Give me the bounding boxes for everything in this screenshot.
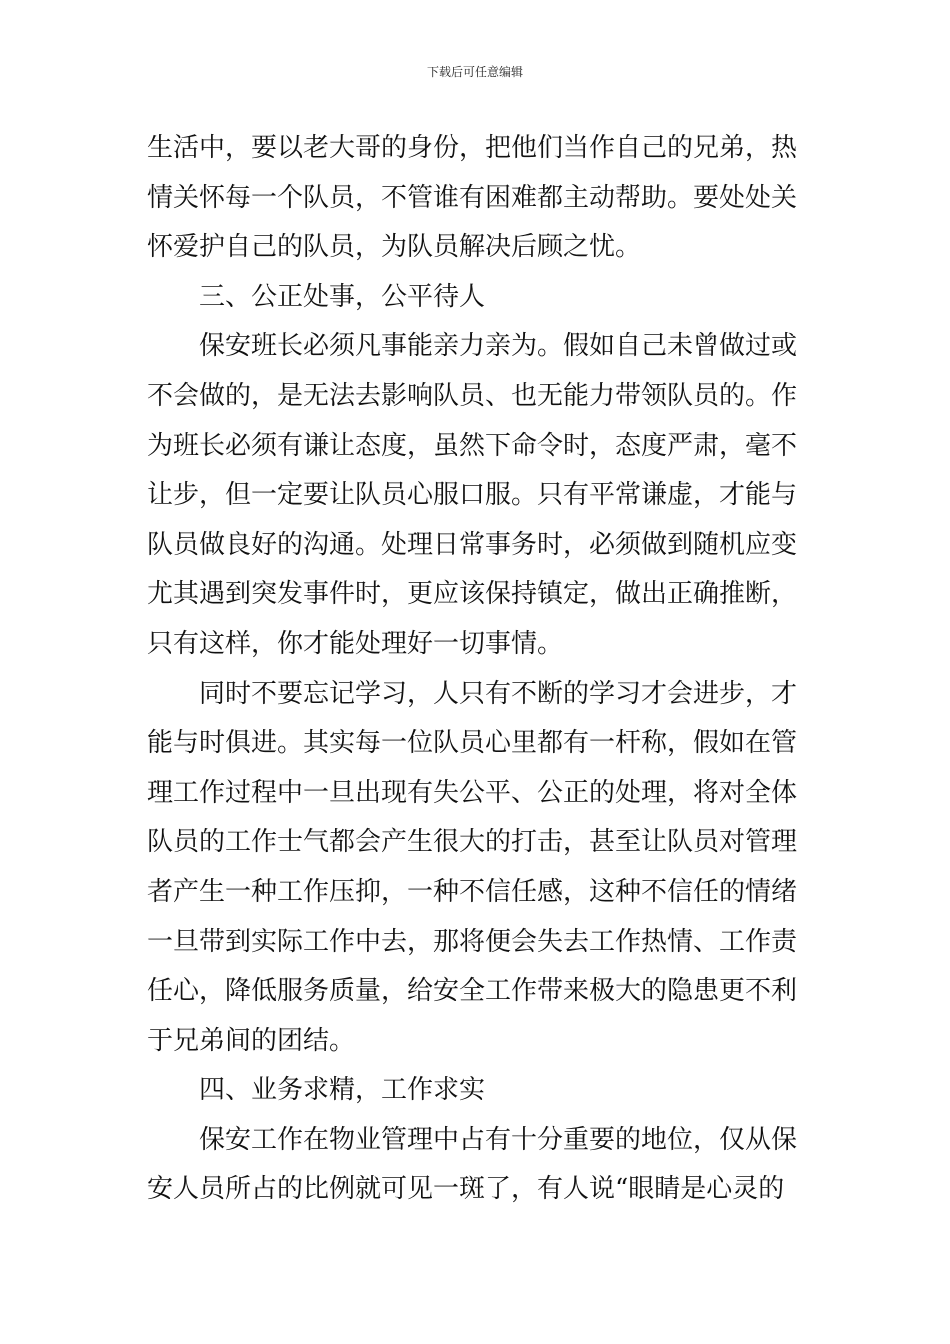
text-line: 任心，降低服务质量，给安全工作带来极大的隐患更不利 (147, 976, 798, 1007)
text-line: 理工作过程中一旦出现有失公平、公正的处理，将对全体 (147, 777, 798, 808)
text-line: 保安工作在物业管理中占有十分重要的地位，仅从保 (199, 1124, 798, 1155)
text-line: 只有这样，你才能处理好一切事情。 (147, 628, 564, 659)
text-line: 生活中，要以老大哥的身份，把他们当作自己的兄弟，热 (147, 133, 798, 163)
text-line: 情关怀每一个队员，不管谁有困难都主动帮助。要处处关 (147, 182, 798, 213)
text-line: 让步，但一定要让队员心服口服。只有平常谦虚，才能与 (147, 480, 798, 511)
text-line: 队员做良好的沟通。处理日常事务时，必须做到随机应变 (147, 529, 798, 560)
text-line: 尤其遇到突发事件时，更应该保持镇定，做出正确推断， (147, 579, 798, 610)
text-line: 保安班长必须凡事能亲力亲为。假如自己未曾做过或 (199, 331, 798, 362)
text-line: 怀爱护自己的队员，为队员解决后顾之忧。 (147, 232, 642, 263)
text-line: 能与时俱进。其实每一位队员心里都有一杆称，假如在管 (147, 728, 798, 759)
text-line: 队员的工作士气都会产生很大的打击，甚至让队员对管理 (147, 827, 798, 858)
text-line: 一旦带到实际工作中去，那将便会失去工作热情、工作责 (147, 926, 798, 957)
text-line: 安人员所占的比例就可见一斑了，有人说“眼睛是心灵的 (147, 1174, 785, 1205)
text-line: 不会做的，是无法去影响队员、也无能力带领队员的。作 (147, 380, 798, 411)
text-line: 为班长必须有谦让态度，虽然下命令时，态度严肃，毫不 (147, 430, 798, 461)
text-line: 于兄弟间的团结。 (147, 1025, 356, 1056)
page-header: 下载后可任意编辑 (426, 65, 523, 79)
text-line: 者产生一种工作压抑，一种不信任感，这种不信任的情绪 (147, 876, 798, 907)
section-heading-4: 四、业务求精，工作求实 (199, 1075, 486, 1106)
text-line: 同时不要忘记学习，人只有不断的学习才会进步，才 (199, 678, 798, 709)
section-heading-3: 三、公正处事，公平待人 (199, 281, 486, 312)
document-body (147, 124, 807, 1215)
